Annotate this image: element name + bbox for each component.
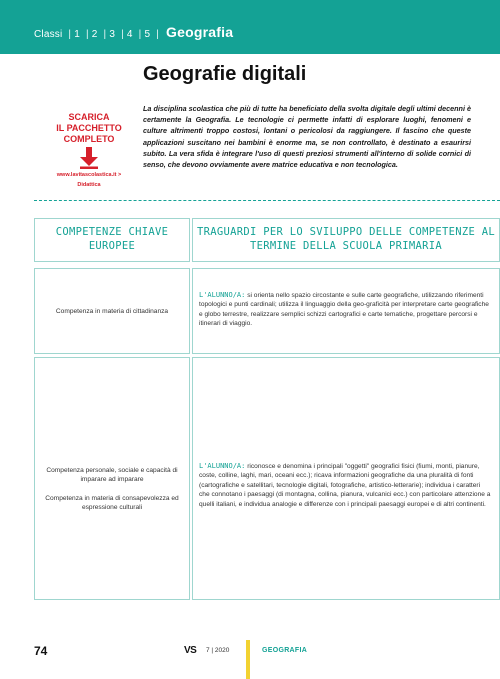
issue-label: 7 | 2020 (206, 647, 230, 654)
intro-paragraph: La disciplina scolastica che più di tutte ha beneficiato della svolta digitale degli ultimi decenni è certamente la Geografia. Le tecnologie ci permette infatti di esplorare luoghi, fenomeni e culture altrimenti troppo costosi, lontani o pericolosi da raggiungere. Il fascino che queste applicazioni suscitano nei bambini è enorme ma, se non controllato, è destinato a esaurirsi subito. La vera sfida è integrare l'uso di questi preziosi strumenti all'interno di solide cornici di senso, che devono ovviamente avere matrice educativa e non tecnologica. (143, 104, 471, 170)
download-line-3: COMPLETO (63, 134, 115, 144)
header-milestones: TRAGUARDI PER LO SVILUPPO DELLE COMPETENZE AL TERMINE DELLA SCUOLA PRIMARIA (192, 218, 500, 262)
dashed-divider (34, 200, 500, 201)
download-section: Didattica (77, 182, 101, 188)
student-lead: L'ALUNNO/A: (199, 291, 246, 299)
milestone-body: si orienta nello spazio circostante e sulle carte geografiche, utilizzando riferimenti topologici e punti cardinali; utilizza il linguaggio della geo-graficità per interpretare carte geografiche e globo terrestre, realizzare semplici schizzi cartografici e carte tematiche, progettare percorsi e itinerari di viaggio. (199, 292, 489, 328)
footer-subject: GEOGRAFIA (262, 647, 308, 654)
table-row-2-competence-cell (34, 357, 190, 600)
competence-text-2: Competenza in materia di consapevolezza ed espressione culturali (45, 495, 179, 511)
table-row-2-milestones-cell (192, 357, 500, 600)
download-line-1: SCARICA (68, 112, 110, 122)
top-banner (0, 0, 500, 54)
milestone-body: riconosce e denomina i principali "oggetti" geografici fisici (fiumi, monti, pianure, coste, colline, laghi, mari, oceani ecc.); ricava informazioni geografiche da una pluralità di fonti (cartografiche e satellitari, tecnologie digitali, fotografiche, artistico-letterarie); individua i caratteri che connotano i paesaggi (di montagna, collina, pianura, vulcanici ecc.) con particolare attenzione a quelli italiani, e individua analogie e differenze con i principali paesaggi europei e di altri continenti. (199, 463, 491, 508)
download-url[interactable]: www.lavitascolastica.it > (56, 172, 122, 178)
breadcrumb: Classi | 1 | 2 | 3 | 4 | 5 | Geografia (34, 24, 234, 40)
footer-accent-bar (246, 640, 250, 679)
table-row-1-milestones-cell (192, 268, 500, 354)
table-row-1-competence-cell (34, 268, 190, 354)
download-line-2: IL PACCHETTO (56, 123, 122, 133)
competence-text: Competenza in materia di cittadinanza (55, 308, 169, 315)
student-lead: L'ALUNNO/A: (199, 462, 246, 470)
subject-label: Geografia (166, 24, 234, 40)
competence-text: Competenza personale, sociale e capacità di imparare ad imparare (46, 467, 178, 483)
class-link-1[interactable]: 1 (74, 29, 80, 40)
page-title: Geografie digitali (143, 63, 307, 85)
class-link-5[interactable]: 5 (144, 29, 151, 40)
milestone-text (199, 291, 491, 329)
milestone-text (199, 462, 491, 509)
classes-label: Classi (34, 29, 63, 40)
class-link-4[interactable]: 4 (126, 29, 133, 40)
header-competences: COMPETENZE CHIAVE EUROPEE (34, 218, 190, 262)
download-arrow-icon (79, 147, 99, 169)
class-link-2[interactable]: 2 (91, 29, 98, 40)
magazine-logo: VS (184, 645, 197, 656)
page-number: 74 (34, 644, 48, 658)
class-link-3[interactable]: 3 (109, 29, 116, 40)
download-package[interactable] (44, 112, 134, 189)
